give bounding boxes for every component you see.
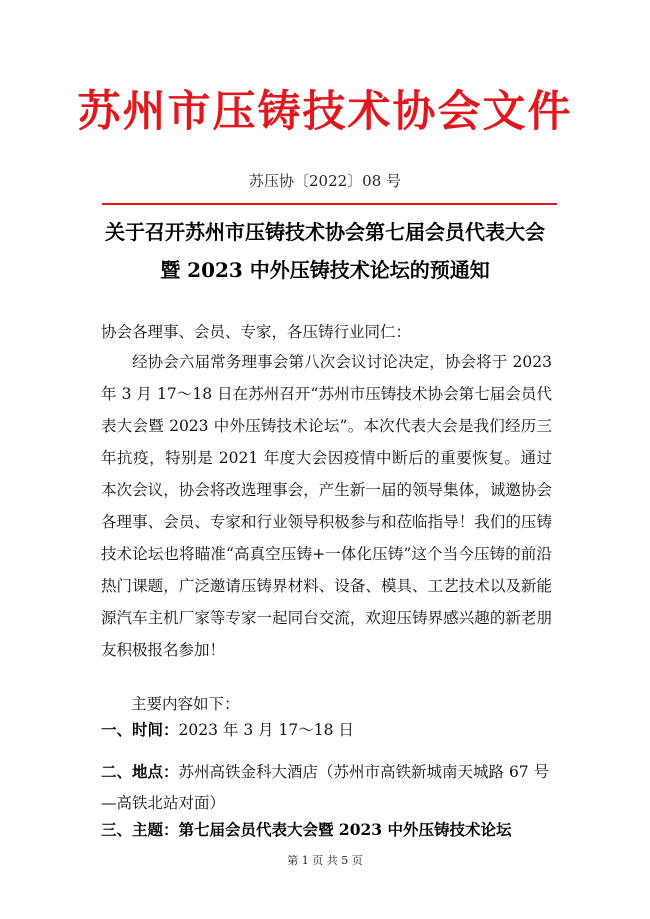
item-theme — [101, 820, 556, 840]
item-theme-label: 三、主题： — [101, 820, 179, 839]
notice-title-line-2: 暨 2023 中外压铸技术论坛的预通知 — [160, 258, 490, 282]
item-time — [101, 720, 556, 740]
item-location — [101, 756, 556, 819]
item-location-value: 苏州高铁金科大酒店（苏州市高铁新城南天城路 67 号—高铁北站对面） — [101, 763, 550, 812]
notice-title-line-1: 关于召开苏州市压铸技术协会第七届会员代表大会 — [105, 220, 545, 244]
item-theme-value: 第七届会员代表大会暨 2023 中外压铸技术论坛 — [178, 820, 512, 839]
salutation: 协会各理事、会员、专家，各压铸行业同仁： — [101, 323, 412, 341]
page-footer: 第 1 页 共 5 页 — [287, 854, 363, 867]
red-divider-rule — [102, 203, 557, 205]
document-number: 苏压协〔2022〕08 号 — [248, 172, 402, 190]
contents-intro: 主要内容如下： — [131, 695, 240, 713]
document-masthead: 苏州市压铸技术协会文件 — [77, 87, 573, 137]
item-location-label: 二、地点： — [101, 762, 179, 781]
item-time-label: 一、时间： — [101, 720, 179, 739]
body-paragraph: 经协会六届常务理事会第八次会议讨论决定，协会将于 2023 年 3 月 17～18 日在苏州召开“苏州市压铸技术协会第七届会员代表大会暨 2023 中外压铸技术论坛”。本次代表大会是我们经历三年抗疫，特别是 2021 年度大会因疫情中断后的重要恢复。通过本次会议，协会将改选理事会，产生新一届的领导集体，诚邀协会各理事、会员、专家和行业领导积极参与和莅临指导！我们的压铸技术论坛也将瞄准“高真空压铸+一体化压铸”这个当今压铸的前沿热门课题，广泛邀请压铸界材料、设备、模具、工艺技术以及新能源汽车主机厂家等专家一起同台交流，欢迎压铸界感兴趣的新老朋友积极报名参加！ — [101, 353, 552, 659]
item-time-value: 2023 年 3 月 17～18 日 — [178, 721, 354, 739]
